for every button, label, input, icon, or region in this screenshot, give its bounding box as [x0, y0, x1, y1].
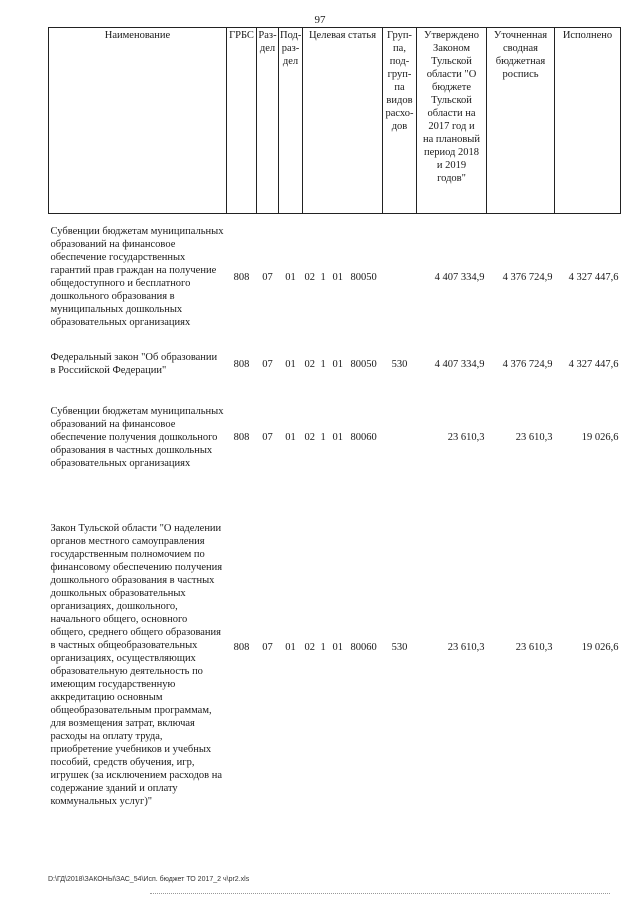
header-name: Наименование [49, 28, 227, 214]
row-podrazdel: 01 [285, 432, 296, 443]
row-target-article: 02 1 01 80060 [304, 432, 377, 443]
row-target-article: 02 1 01 80050 [304, 358, 377, 370]
row-target-article: 02 1 01 80060 [304, 642, 377, 653]
row-name: Федеральный закон "Об образовании в Российской Федерации" [50, 352, 218, 376]
row-group [383, 388, 417, 488]
header-razdel: Раз- дел [257, 28, 279, 214]
row-executed: 4 327 447,6 [568, 271, 619, 283]
row-grbs: 808 [233, 271, 250, 283]
file-path-footer: D:\ГД\2018\ЗАКОНЫ\ЗАС_54\Исп. бюджет ТО 2017_2 ч\pr2.xls [48, 876, 250, 883]
row-approved: 23 610,3 [447, 642, 485, 653]
page-number: 97 [314, 14, 326, 26]
budget-table [48, 27, 621, 808]
header-expense-group: Груп- па, под- груп- па видов расхо- дов [383, 28, 417, 214]
row-grbs: 808 [233, 642, 250, 653]
row-name: Закон Тульской области "О наделении органов местного самоуправления государственным полномочием по финансовому обеспечению получения дошкольного образования в частных дошкольных образовательных организациях, дошкольного, начального общего, основного общего, среднего общего образования в частных общеобразовательных организациях, осуществляющих образовательную деятельность по имеющим государственную аккредитацию основным общеобразовательным программам, для возмещения затрат, включая расходы на оплату труда, приобретение учебников и учебных пособий, средств обучения, игр, игрушек (за исключением расходов на содержание зданий и оплату коммунальных услуг)" [50, 522, 223, 807]
row-executed: 19 026,6 [581, 642, 619, 653]
row-refined: 23 610,3 [515, 432, 553, 443]
header-grbs: ГРБС [227, 28, 257, 214]
table-row [49, 214, 621, 341]
footer-divider [150, 893, 610, 894]
row-executed: 19 026,6 [581, 432, 619, 443]
row-razdel: 07 [262, 432, 273, 443]
row-razdel: 07 [262, 642, 273, 653]
row-refined: 23 610,3 [515, 642, 553, 653]
row-approved: 4 407 334,9 [434, 358, 485, 370]
row-group [383, 214, 417, 341]
header-refined: Уточненная сводная бюджетная роспись [487, 28, 555, 214]
table-header-row [49, 28, 621, 214]
row-executed: 4 327 447,6 [568, 358, 619, 370]
header-executed: Исполнено [555, 28, 621, 214]
row-podrazdel: 01 [285, 358, 296, 370]
row-target-article: 02 1 01 80050 [304, 271, 377, 283]
row-refined: 4 376 724,9 [502, 271, 553, 283]
row-podrazdel: 01 [285, 642, 296, 653]
table-row [49, 341, 621, 388]
row-razdel: 07 [262, 271, 273, 283]
table-row [49, 388, 621, 488]
header-approved: Утверждено Законом Тульской области "О бюджете Тульской области на 2017 год и на плановый период 2018 и 2019 годов" [417, 28, 487, 214]
row-grbs: 808 [233, 358, 250, 370]
row-group: 530 [391, 358, 408, 370]
row-grbs: 808 [233, 432, 250, 443]
row-approved: 23 610,3 [447, 432, 485, 443]
row-group: 530 [391, 642, 408, 653]
row-razdel: 07 [262, 358, 273, 370]
row-name: Субвенции бюджетам муниципальных образований на финансовое обеспечение получения дошкольного образования в частных дошкольных образовательных организациях [50, 406, 224, 469]
header-podrazdel: Под- раз- дел [279, 28, 303, 214]
row-refined: 4 376 724,9 [502, 358, 553, 370]
row-name: Субвенции бюджетам муниципальных образований на финансовое обеспечение государственных гарантий прав граждан на получение общедоступного и бесплатного дошкольного образования в муниципальных дошкольных образовательных организациях [50, 226, 224, 329]
header-target-article: Целевая статья [303, 28, 383, 214]
row-podrazdel: 01 [285, 271, 296, 283]
row-approved: 4 407 334,9 [434, 271, 485, 283]
table-row [49, 488, 621, 808]
